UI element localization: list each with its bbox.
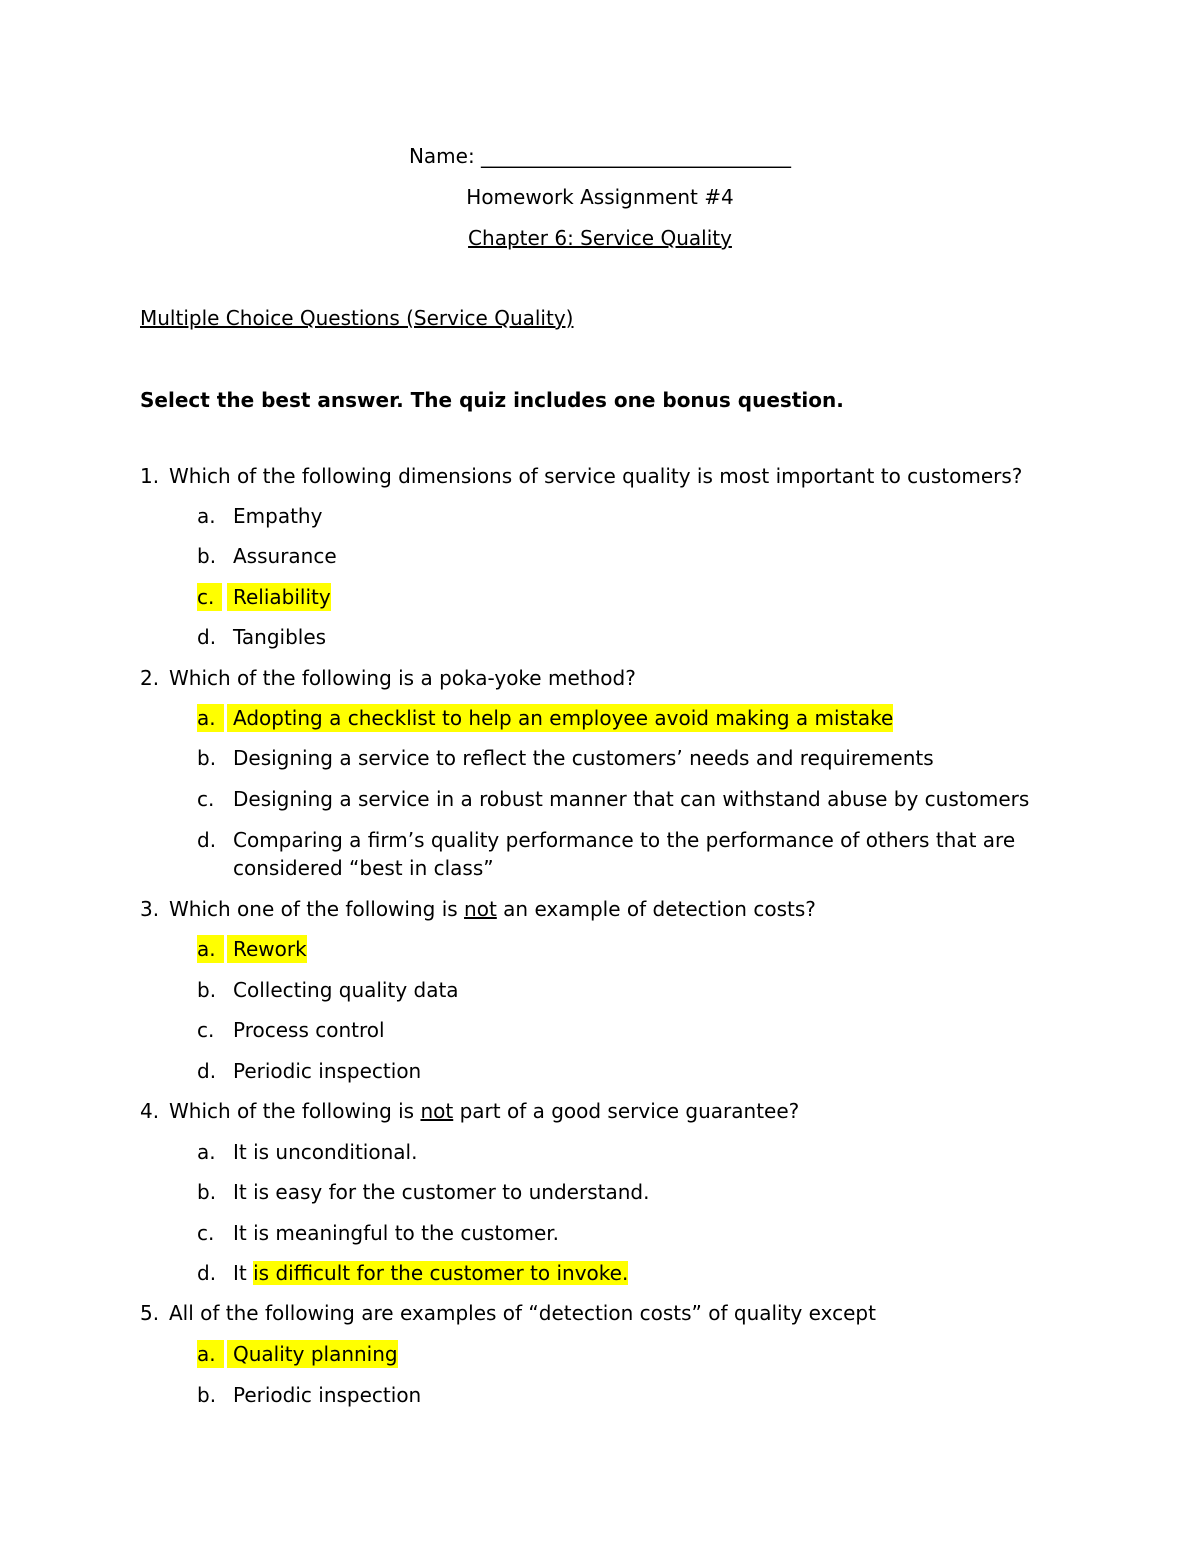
option-text: Rework [227,935,307,963]
section-title: Multiple Choice Questions (Service Quality) [140,306,574,330]
option-letter: c. [197,1018,215,1042]
option-letter: a. [197,935,224,963]
question-number: 4. [140,1099,160,1123]
option-text-continued: considered “best in class” [233,856,494,880]
option-text-highlighted: is difficult for the customer to invoke. [253,1261,629,1285]
option-text: Periodic inspection [233,1059,422,1083]
question-number: 1. [140,464,160,488]
option-letter: b. [197,1383,217,1407]
instructions: Select the best answer. The quiz includes one bonus question. [140,388,844,412]
question-number: 5. [140,1301,160,1325]
option-text: Adopting a checklist to help an employee avoid making a mistake [227,704,893,732]
question-text-post: an example of detection costs? [496,897,816,921]
option-text: Periodic inspection [233,1383,422,1407]
question-text-emphasis: not [464,897,497,921]
option-text: Designing a service in a robust manner that can withstand abuse by customers [233,787,1030,811]
option-letter: b. [197,1180,217,1204]
option-letter: b. [197,544,217,568]
option-letter: b. [197,746,217,770]
option-letter: d. [197,828,217,852]
option-text: Process control [233,1018,385,1042]
question-text [169,895,816,923]
chapter-title: Chapter 6: Service Quality [468,226,732,250]
question-text-emphasis: not [420,1099,454,1123]
option-text: Collecting quality data [233,978,459,1002]
option-text: Designing a service to reflect the customers’ needs and requirements [233,746,934,770]
assignment-title: Homework Assignment #4 [466,185,734,209]
option-text: Reliability [227,583,331,611]
option-text: Comparing a firm’s quality performance to the performance of others that are [233,828,1016,852]
question-text-pre: Which of the following is [169,1099,421,1123]
option-letter: d. [197,1059,217,1083]
option-text [233,1259,628,1287]
option-letter: d. [197,625,217,649]
option-text: Tangibles [233,625,327,649]
option-text: Assurance [233,544,337,568]
question-text-post: part of a good service guarantee? [453,1099,800,1123]
option-letter: a. [197,1340,224,1368]
question-number: 2. [140,666,160,690]
option-text: Quality planning [227,1340,398,1368]
option-letter: c. [197,583,222,611]
option-letter: c. [197,1221,215,1245]
option-text: It is unconditional. [233,1140,418,1164]
option-text-plain: It [233,1261,254,1285]
name-field-line: Name: _______________________________ [408,144,792,168]
option-letter: b. [197,978,217,1002]
question-number: 3. [140,897,160,921]
option-letter: a. [197,704,224,732]
option-letter: d. [197,1261,217,1285]
option-letter: a. [197,1140,216,1164]
option-text: It is meaningful to the customer. [233,1221,560,1245]
question-text: All of the following are examples of “detection costs” of quality except [169,1301,876,1325]
option-letter: c. [197,787,215,811]
option-text: Empathy [233,504,323,528]
option-letter: a. [197,504,216,528]
question-text: Which of the following is a poka-yoke method? [169,666,636,690]
question-text-pre: Which one of the following is [169,897,465,921]
question-text [169,1097,799,1125]
option-text: It is easy for the customer to understand. [233,1180,650,1204]
question-text: Which of the following dimensions of service quality is most important to customers? [169,464,1023,488]
